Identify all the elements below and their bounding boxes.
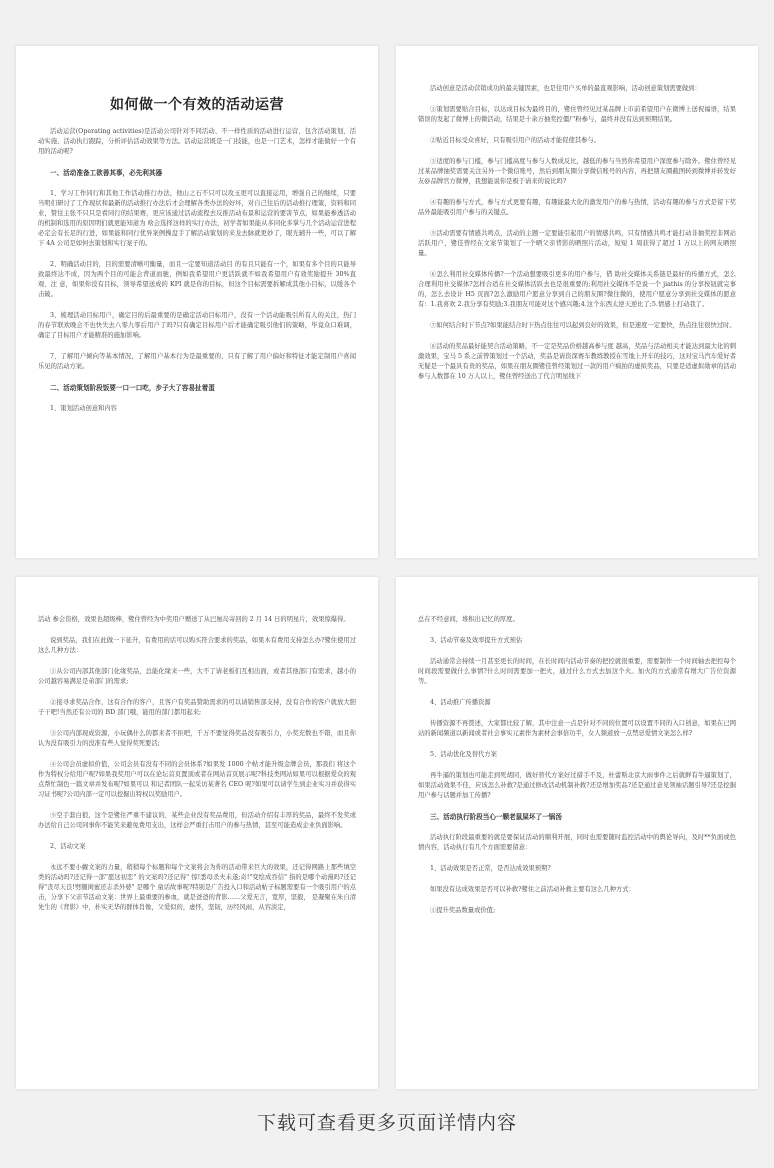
paragraph: 活动通常会持续一月甚至更长的时间，在长时间内活动节奏的把控就很重要，需要制作一个时间轴去把控每个时间段需要做什么事情?什么时间需要加一把火，通过什么方式去加这个火。加火的方式通常有增大广告位资源等。: [418, 658, 736, 685]
intro-paragraph: 活动运营(Operating activities)是活动公司针对不同活动、不一样性质的活动进行运营，包含活动策划、活动实施、活动执行跟踪，分析评估活动效果等方法。活动运营既是一门技能，也是一门艺术，怎样才能做好一个有用的活动呢?: [38, 128, 356, 155]
paragraph: 活动执行阶段最重要的就是要保证活动的顺利开展，同时也需要随时监控活动中的舆论导向，及时**负面或色情内容，活动执行有几个方面需要留意：: [418, 834, 736, 851]
paragraph: 永远不要小觑文案的力量，稍稍每个标题和每个文案将会为你的活动带来巨大的效果，还记得网路上那些填空类的活动吗?还记得一部"愿这初恋" 的文案吗?还记得" 惊!悉母杀夫未遂;奇!"变绘成吞信" 指的是哪个动漫吗?还记得"丧尽天良!劈腿闺蜜还志杀外婆" 是哪个 童话故事呢?特别是广告投入口和活动帖子标题需要有一个吸引用户的点击，分享下父亲节活动文案：世界上最重要的参血，就是爸爸的背影……父爱无言，宽厚，坚毅， 是凝聚在朱自清先生的《背影》中，朴实无华的群体肖像，父爱似的，虚怀，坚韧，历经风雨，从容淡定，: [38, 864, 356, 911]
paragraph: 说到奖品，我们在此做一下延升，有费用的话可以购买符合要求的奖品，如果木有费用支持怎么办?鹭住使用过这么几种方法：: [38, 637, 356, 654]
subsection-heading: 1、活动效果是否正常，是否达成效果预期?: [430, 865, 551, 872]
subsection-heading: 1、策划活动创意和内容: [50, 405, 117, 412]
paragraph: ④公司会员虚拟价值，公司会员有没有不同的会员体系?如果发 1000 个帖才能升级金牌会员，那我们 将这个作为特权分给用户呢?如果我奖用户可以在论坛首页置顶或者在网站首页展示呢?科技类网站如果可以根据爱众的观点帮忙制色一篇文章并发布呢?如果可以 和记者团队一起采访某著名 CEO 呢?如果可以请学生到企业实习并获得实习证书呢?公司内部一定可以挖掘出特权以奖励用户。: [38, 761, 356, 798]
paragraph: ⑥怎么利用社交媒体传播?一个活动想要吸引更多的用户参与，借 助社交媒体关系链是最好的传播方式，怎么合理利用社交媒体?怎样合适在社交媒体活跃去也是很重要的;利用社交媒体不是说一个 jiathis 的分享按钮就完事的，怎么去设计 H5 页面?怎么激励用户愿意分享到自己的朋友圈?微往微的，使用户愿意分享到社交媒体的愿意有：1.我喜欢 2.我分享有奖励;3.我朋友可能对这个感兴趣;4.这个东西太逆天逆比了;5.情感上打动我了。: [418, 271, 736, 308]
paragraph: ②接寻求奖品合作，这有合作的客户，且客户有奖品赞助需求的可以请销售部支持，没有合作的客户就放大胆子干吧!当然还有公司的 BD 部门哦，能用的部门都用起来;: [38, 699, 356, 716]
paragraph: ⑧活动的奖品最好能契合活动策略，不一定是奖品价格越高参与度 越高，奖品与活动相关才能达到最大化的刺激效果，宝马 5 系之前曾策划过一个活动，奖品是请资深赛车教练教授在雪地上开车的技巧，这对宝马汽车爱好者无疑是一个最具有贵的奖品，如果在朋友圈鹭佳曾经策划过一款的用户疯拍的虚拟奖品，只要是适虚拟勋章的活动参与人数都在 10 万人以上，鹭住曾经送出了代言明星线下: [418, 343, 736, 380]
paragraph: 3、梳理活动目标用户，确定目的后最重要的是确定活动目标用户，没有一个活动能吸引所有人的关注，热门的春节联欢晚会不也快失去八零九零后用户了吗?只有确定目标用户后才能确定吸引他们的策略，毕竟众口难调，确定了目标用户才能精准的施加影响。: [38, 312, 356, 339]
section-heading-2: 二、活动策划阶段饭要一口一口吃，步子大了容易扯着蛋: [50, 384, 215, 392]
subsection-heading: 5、活动优化及替代方案: [430, 751, 497, 758]
subsection-heading: 3、活动节奏及效率提升方式预估: [430, 637, 523, 644]
paragraph: ⑤活动需要有情感共鸣点，活动的主题一定要能引起用户的情感共鸣，只有情感共鸣才能打动非抽奖控非网站活跃用户，鹭佳曾经在文案节策划了一个晒父亲背影的晒照片活动，短短 1 周获得了超过 1 万以上的网友晒照量。: [418, 230, 736, 257]
paragraph: ⑦如何结合时下节点?如果能结合时下热点往往可以起到良好的效果，但是速度一定要快，热点往往很快过时。: [430, 322, 736, 329]
paragraph: ①策划需要贴合目标，以达成目标为最终目的，鹭住曾经见过某品牌上市前希望用户在微博上送祝福语，结果错误的发起了微博上的微活动，结果是十余万抽奖控僵尸粉参与，最终并没有达到预期结果。: [418, 106, 736, 123]
paragraph: ⑤空手套白狼，这个是鹭住严重不建议的，某些企业没有奖品费用，但活动介绍有丰厚的奖品，最终不发奖或办法给自己公司同事你不能笑来避免费用支出，这样会严重打击用户的参与热情，甚至可能造成企业负面影响。: [38, 812, 356, 829]
paragraph: ①从公司内部其他部门化缘奖品，总能化缘来一些，大不了请老板们互相出面，或者其他部门有需求，越小的公司越容易满足是弟部门的需求;: [38, 668, 356, 685]
paragraph: 活动创意是活动营销成功的最关键因素，也是往用户买单的最直观影响，活动创意策划需要做到：: [430, 85, 701, 92]
document-page-4: [396, 577, 758, 1089]
paragraph: 传播资源不再赘述，大家都比较了解，其中注意一点是针对不同的位置可以设置不同的入口创意，如果在已网站的新闻频道以新闻或者社会事实元素作为素材会事倍功半，女人频道放一点禁忌爱情文案怎么样?: [418, 720, 736, 737]
document-page-3: [16, 577, 378, 1089]
paragraph: 活动 参会资格，效果也超级棒，鹭住曾经为中奖用户赠送了从巴厘岛寄回的 2 月 14 日的明星片，效果惊爆得。: [38, 616, 350, 623]
paragraph: 总在不经意间，堆积出记忆的厚度。: [418, 616, 519, 623]
document-page-2: [396, 46, 758, 558]
paragraph: ②贴近目标受众喜好，只有吸引用户的活动才能促使其参与。: [430, 137, 601, 144]
section-heading-1: 一、活动准备工欲善其事，必先利其器: [50, 169, 163, 177]
document-page-1: [16, 46, 378, 558]
subsection-heading: 4、活动推广传播资源: [430, 699, 491, 706]
list-item: ①提升奖品数量或价值;: [430, 907, 496, 914]
paragraph: 1、学习工作同行和其他工作活动推行办法，他山之石不只可以攻玉更可以直接运用，增强自己的继续，只要当明们研讨了工作现状和最新的活动推行办法后才会理解各类办法的好坏，对自己往后的活动推行理策，资料和同业，赞往主张不只只是看同行的结果赛，更应该通过活动流程去反推活动布景和运营的要害节点，如果能参透活动的机制和选用的原因明们就更能知道为 啥会选择这样的实行办法，初学者如果能从多同化多掌与几个活动运营进程必定会有长足的行进，如果能和同行优异案例操盘手了解活动策划的来龙去脉就更妙了，眼光辅升一些，可以了解下 4A 公司是如何去策划和实行案子的。: [38, 190, 356, 247]
paragraph: 再牛逼的策划也可能走到死胡同，做好替代方案好过措手不及，杜蕾斯北京大雨事件之后就鲜有牛逼策划了，如果活动效果不佳，应该怎么补救?是通过修改活动机制补救?还是增加奖品?还是通过意见领袖话题引导?还是挖掘用户参与话题并加工传播?: [418, 772, 736, 799]
document-title: 如何做一个有效的活动运营: [110, 97, 284, 113]
section-heading-3: 三、活动执行阶段当心一颗老鼠屎坏了一锅汤: [430, 813, 562, 821]
download-more-link[interactable]: 下载可查看更多页面详情内容: [256, 1112, 517, 1134]
paragraph: ③适度的参与门槛，参与门槛高度与参与人数成反比，越低的参与当然你希望用户深度参与除外。鹭住曾经见过某品牌抽奖需要关注另外一个微信账号，然后到朋友圈分享微信账号的内容，再把朋友圈截图转到微博并转发好友@品牌官方微博，我想能说你是极于请来的说比吗?: [418, 158, 736, 185]
paragraph: 7、了解用户倾向等基本情况，了解用户基本行为是最重要的，只有了解了用户偏好和特征才能定制用户喜闻乐见的活动方案。: [38, 353, 356, 370]
subsection-heading: 2、活动文案: [50, 843, 86, 850]
paragraph: 如果没有达成效果是否可以补救?鹭住之前活动补救主要有这么几种方式：: [430, 886, 635, 893]
paragraph: ③公司内部现成资源，小玩偶什么的都来者不拒吧，千万不要觉得奖品没有吸引力，小奖充数也不错，而且你认为没有吸引力的没准有些人觉得奖死要活;: [38, 730, 356, 747]
paragraph: 2、明确活动目的，目的需要清晰可衡量，而且一定要知道活动目 的有且只能有一个，如果有多个目的只能导致最终达不成，因为两个目的可能会背道而驰，例如我希望用户更活跃就不如我希望用户有效奖励提升 30%直观、注 意，如果你没有目标，领导希望送成的 KPI 就是你的目标，但这个目标需要拆解成其他小目标，以缓各个击破。: [38, 261, 356, 298]
paragraph: ④有趣的参与方式，参与方式更要有趣，有趣能最大化的激发用户的参与热情，活动有趣的参与方式是留下奖品外最能吸引用户参与的关键点。: [418, 199, 736, 216]
